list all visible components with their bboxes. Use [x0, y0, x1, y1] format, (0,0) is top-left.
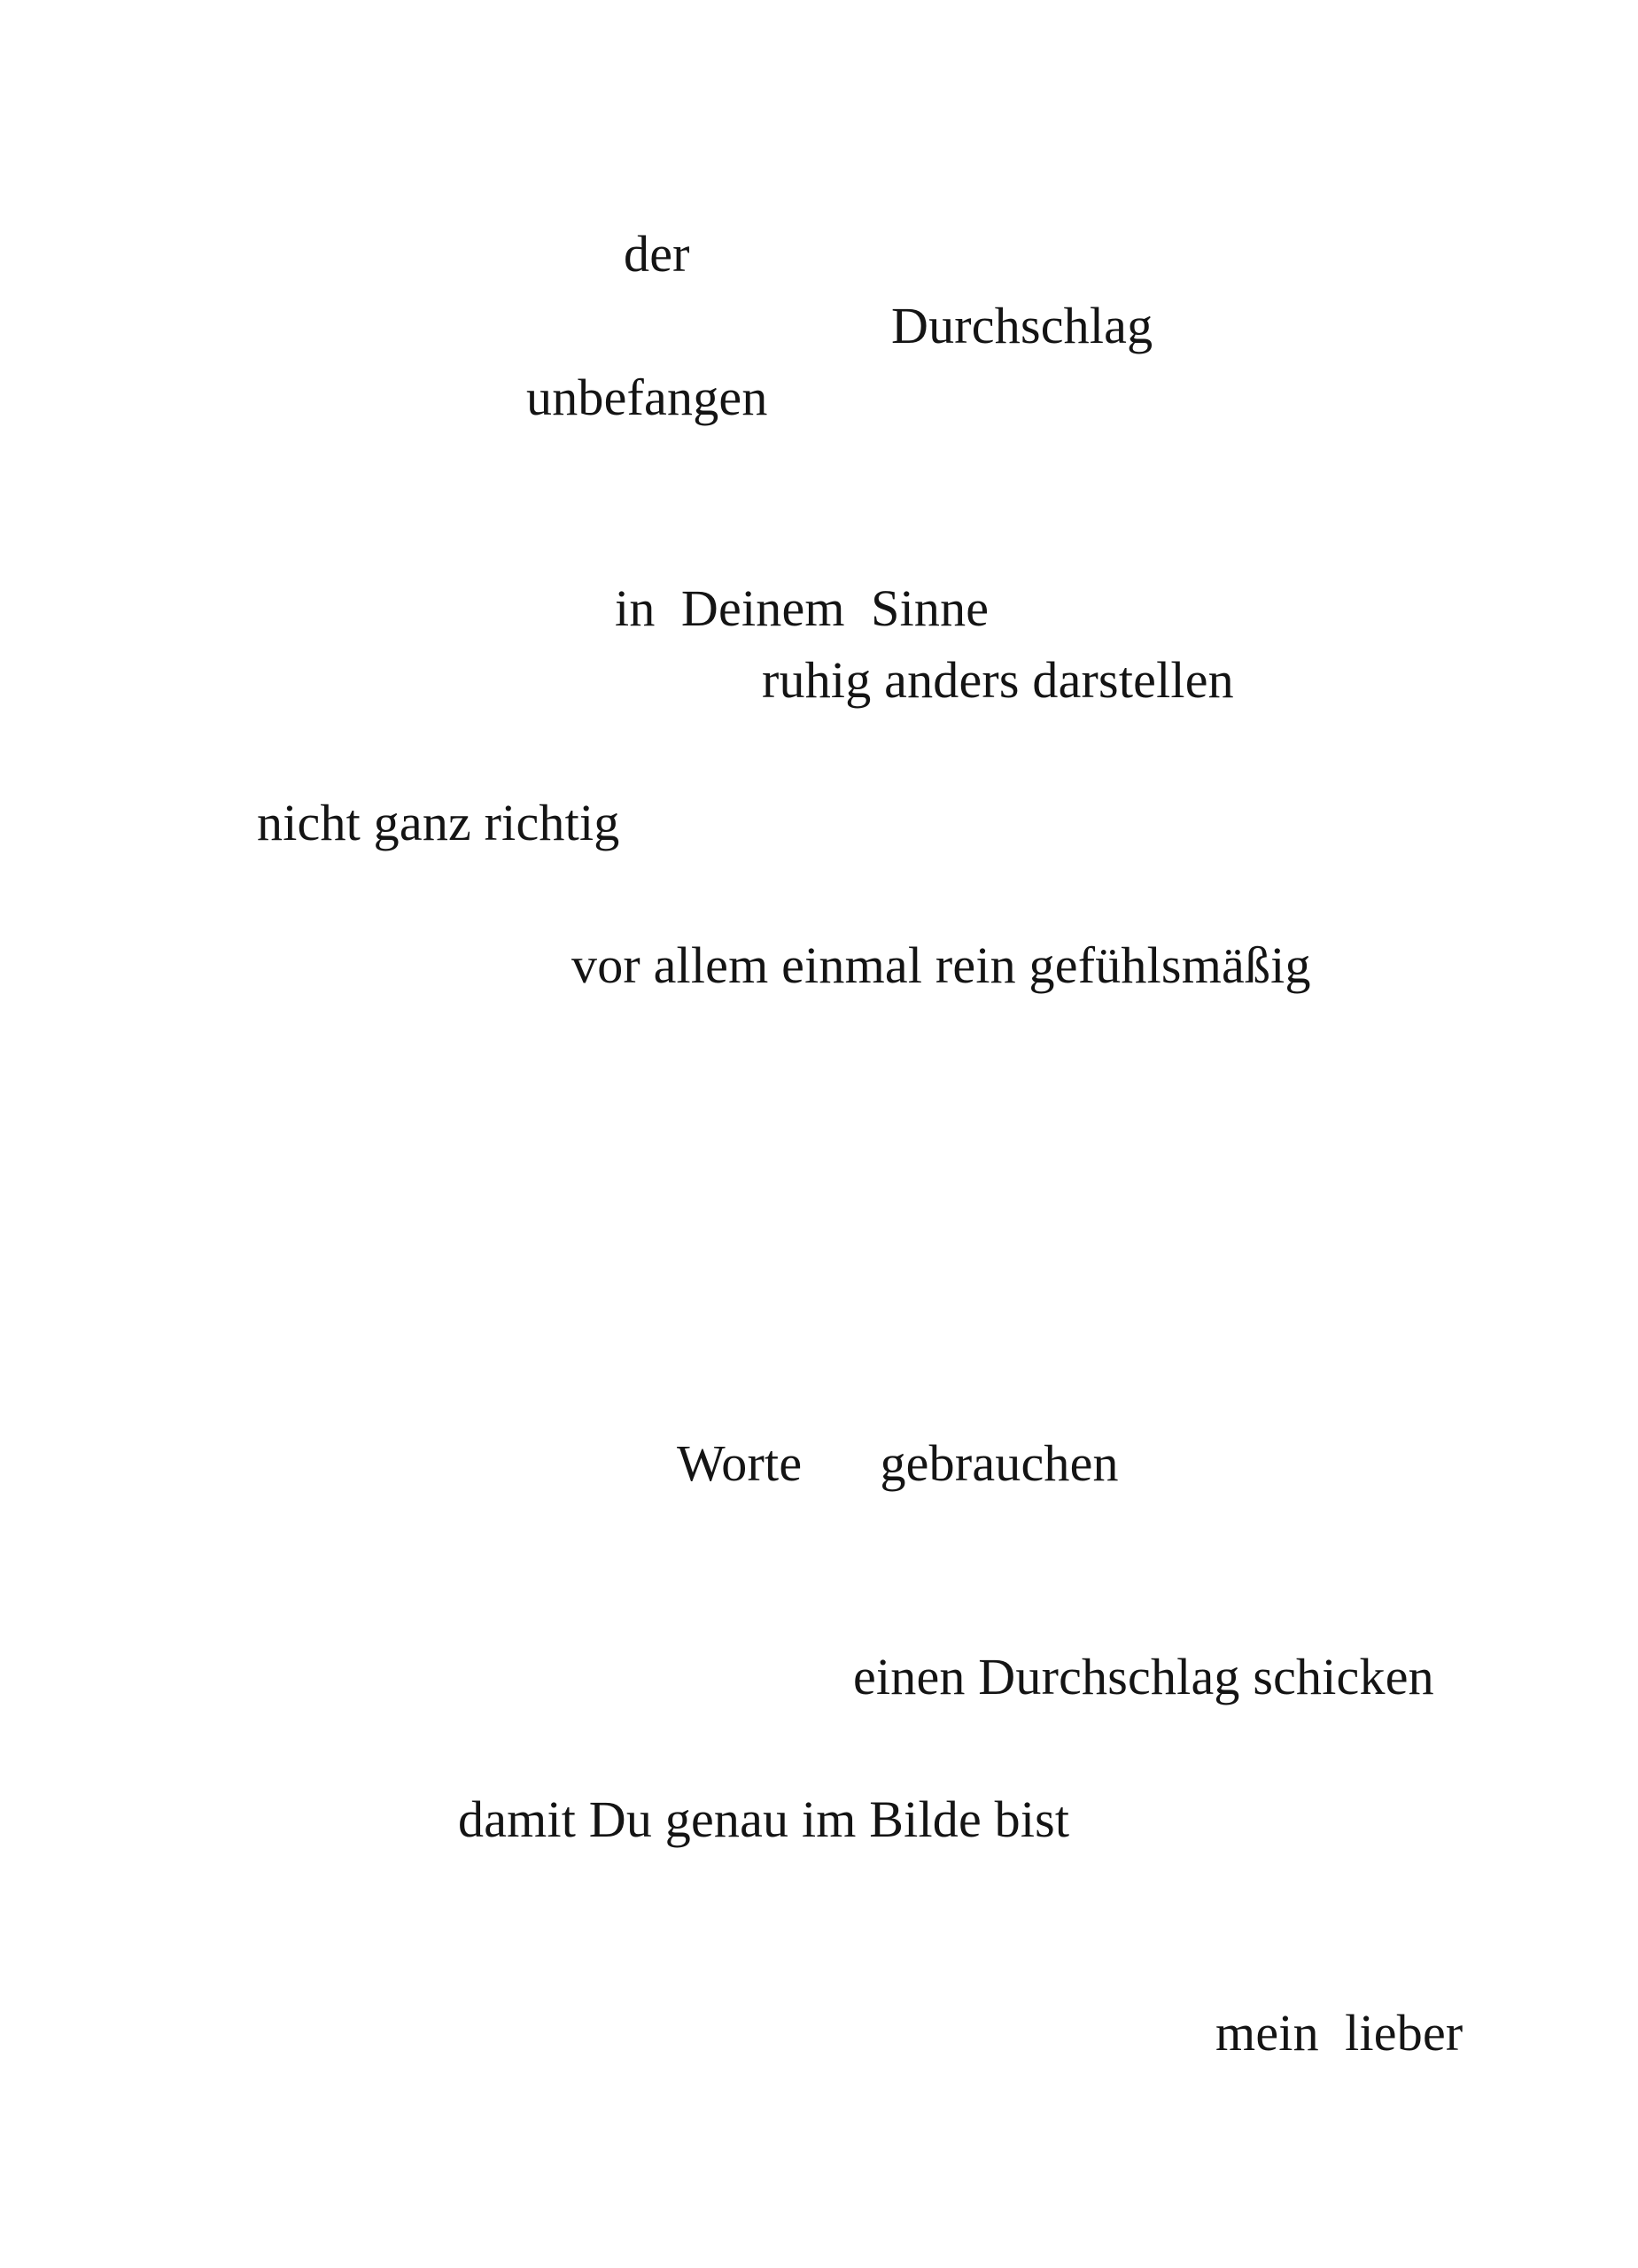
poem-line-ruhig-anders: ruhig anders darstellen [762, 651, 1234, 709]
poem-line-mein-lieber: mein lieber [1215, 2004, 1463, 2062]
poem-line-der: der [624, 225, 690, 283]
poem-line-durchschlag-schicken: einen Durchschlag schicken [853, 1648, 1434, 1705]
poem-line-vor-allem: vor allem einmal rein gefühlsmäßig [571, 936, 1311, 994]
poem-line-durchschlag: Durchschlag [891, 297, 1153, 354]
poem-line-in-deinem-sinne: in Deinem Sinne [615, 579, 990, 637]
poem-line-unbefangen: unbefangen [526, 369, 768, 426]
poem-line-worte-gebrauchen: Worte gebrauchen [677, 1434, 1119, 1492]
poem-line-nicht-ganz-richtig: nicht ganz richtig [257, 794, 620, 851]
poem-line-im-bilde: damit Du genau im Bilde bist [458, 1790, 1070, 1848]
